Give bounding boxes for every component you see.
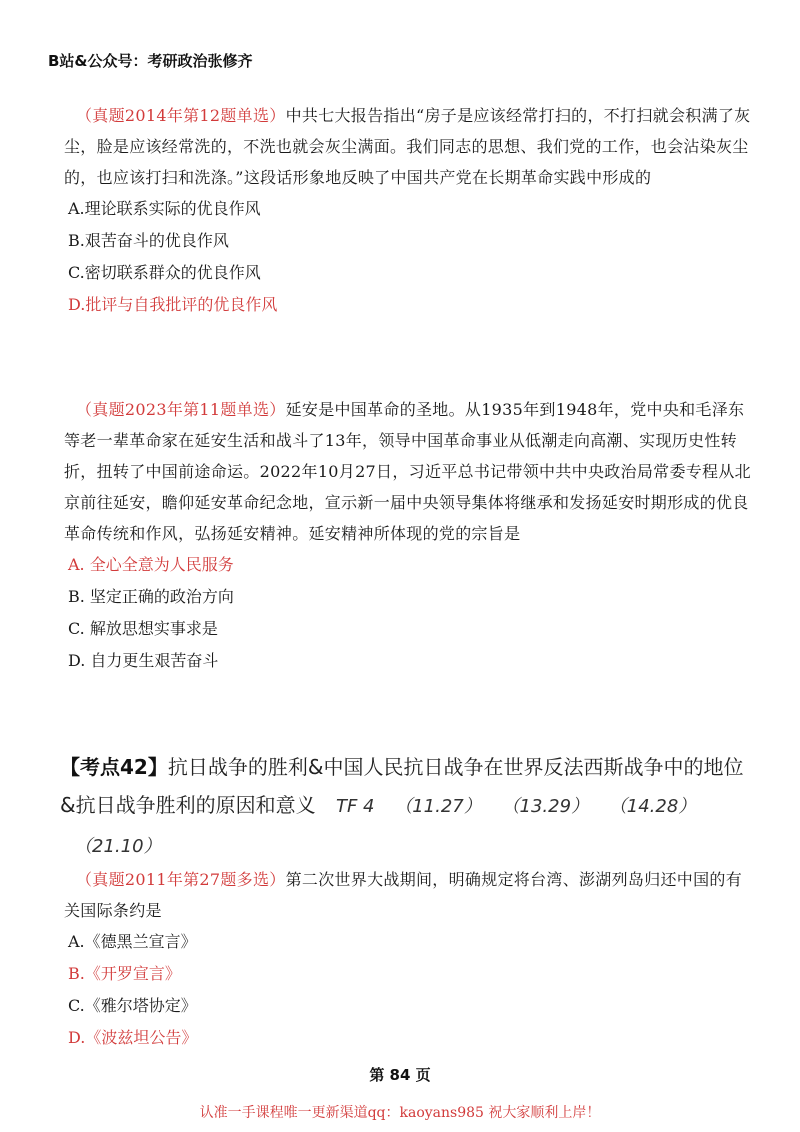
question-3-option-a: A.《德黑兰宣言》 bbox=[68, 932, 197, 951]
question-2-tag: （真题2023年第11题单选） bbox=[76, 400, 286, 419]
kaodian-score-1: （11.27） bbox=[394, 796, 482, 817]
question-1-option-d: D.批评与自我批评的优良作风 bbox=[68, 295, 278, 314]
question-2-text: 延安是中国革命的圣地。从1935年到1948年，党中央和毛泽东等老一辈革命家在延安生活和战斗了13年，领导中国革命事业从低潮走向高潮、实现历史性转折，扭转了中国前途命运。2022年10月27日，习近平总书记带领中共中央政治局常委专程从北京前往延安，瞻仰延安革命纪念地，宣示新一届中央领导集体将继承和发扬延安时期形成的优良革命传统和作风，弘扬延安精神。延安精神所体现的党的宗旨是 bbox=[64, 400, 751, 543]
question-1-stem bbox=[64, 100, 754, 193]
page-header-source: B站&公众号：考研政治张修齐 bbox=[48, 52, 253, 70]
question-2-option-d: D. 自力更生艰苦奋斗 bbox=[68, 651, 219, 670]
question-3-stem bbox=[64, 864, 754, 926]
question-3-tag: （真题2011年第27题多选） bbox=[76, 870, 286, 889]
kaodian-score-3: （14.28） bbox=[608, 796, 697, 817]
kaodian-tf: TF 4 bbox=[335, 796, 375, 817]
question-2 bbox=[64, 394, 754, 677]
page-number: 第 84 页 bbox=[369, 1066, 431, 1084]
question-2-option-c: C. 解放思想实事求是 bbox=[68, 619, 218, 638]
kaodian-heading bbox=[60, 748, 750, 866]
question-2-option-a: A. 全心全意为人民服务 bbox=[68, 555, 234, 574]
kaodian-score-2: （13.29） bbox=[501, 796, 590, 817]
kaodian-title: 抗日战争的胜利&中国人民抗日战争在世界反法西斯战争中的地位&抗日战争胜利的原因和意义 bbox=[60, 755, 744, 817]
question-2-option-b: B. 坚定正确的政治方向 bbox=[68, 587, 234, 606]
question-3 bbox=[64, 864, 754, 1054]
question-1-tag: （真题2014年第12题单选） bbox=[76, 106, 286, 125]
question-1-option-b: B.艰苦奋斗的优良作风 bbox=[68, 231, 229, 250]
question-3-option-c: C.《雅尔塔协定》 bbox=[68, 996, 197, 1015]
question-1-option-c: C.密切联系群众的优良作风 bbox=[68, 263, 261, 282]
kaodian-label: 【考点42】 bbox=[60, 755, 168, 779]
question-1-option-a: A.理论联系实际的优良作风 bbox=[68, 199, 261, 218]
question-1-text: 中共七大报告指出“房子是应该经常打扫的，不打扫就会积满了灰尘，脸是应该经常洗的，不洗也就会灰尘满面。我们同志的思想、我们党的工作，也会沾染灰尘的，也应该打扫和洗涤。”这段话形象地反映了中国共产党在长期革命实践中形成的 bbox=[64, 106, 751, 187]
question-3-option-b: B.《开罗宣言》 bbox=[68, 964, 181, 983]
footer-notice: 认准一手课程唯一更新渠道qq：kaoyans985 祝大家顺利上岸！ bbox=[199, 1105, 601, 1121]
question-2-stem bbox=[64, 394, 754, 549]
question-3-option-d: D.《波兹坦公告》 bbox=[68, 1028, 198, 1047]
question-1 bbox=[64, 100, 754, 321]
question-3-text: 第二次世界大战期间，明确规定将台湾、澎湖列岛归还中国的有关国际条约是 bbox=[64, 870, 742, 920]
kaodian-score-4: （21.10） bbox=[74, 836, 162, 857]
